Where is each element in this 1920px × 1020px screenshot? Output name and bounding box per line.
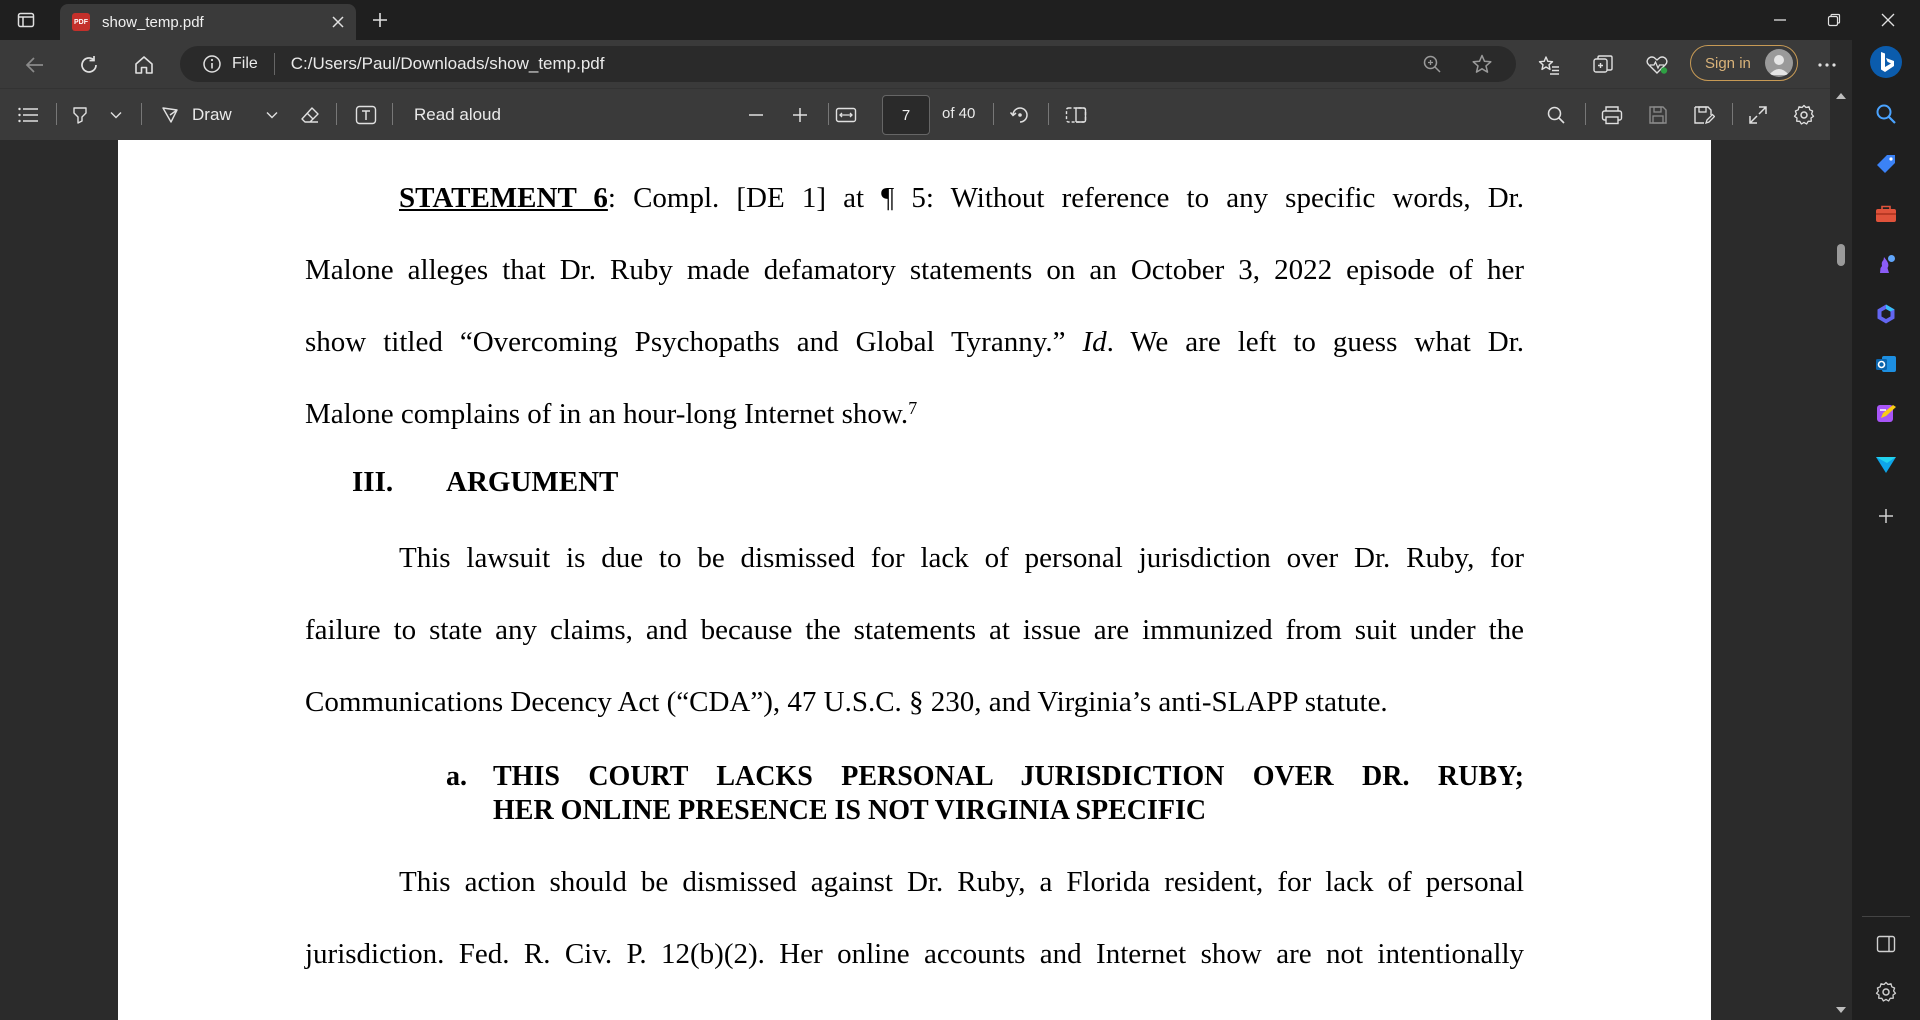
footnote-reference[interactable]: 7 (908, 398, 918, 418)
sidebar-divider (1862, 916, 1910, 917)
page-total-label: of 40 (942, 105, 976, 122)
para1-line1: : Compl. [DE 1] at ¶ 5: Without reference to any specific words, Dr. (607, 182, 1524, 214)
close-window-icon[interactable] (1860, 0, 1916, 40)
zoom-in-icon[interactable] (784, 99, 816, 131)
close-tab-icon[interactable] (324, 8, 352, 36)
toolbar-divider (1048, 103, 1049, 125)
pdf-page (118, 140, 1711, 1020)
toolbar-divider (392, 103, 393, 125)
scroll-up-arrow-icon[interactable] (1835, 92, 1847, 100)
browser-essentials-icon[interactable] (1640, 48, 1674, 82)
tab-actions-icon[interactable] (14, 8, 38, 32)
subsection-line1: THIS COURT LACKS PERSONAL JURISDICTION OVER DR. RUBY; (493, 761, 1524, 792)
minimize-icon[interactable] (1752, 0, 1808, 40)
bing-copilot-icon[interactable] (1868, 44, 1904, 80)
tab-title: show_temp.pdf (102, 13, 204, 31)
info-icon (202, 54, 222, 74)
sign-in-label: Sign in (1705, 54, 1751, 72)
fullscreen-icon[interactable] (1742, 99, 1774, 131)
toolbar-divider (336, 103, 337, 125)
save-as-icon[interactable] (1688, 99, 1720, 131)
address-field[interactable] (180, 46, 1516, 82)
draw-pen-icon (160, 105, 180, 125)
fit-to-width-icon[interactable] (830, 99, 862, 131)
scroll-down-arrow-icon[interactable] (1835, 1006, 1847, 1014)
zoom-icon[interactable] (1420, 52, 1444, 76)
toolbar-divider (56, 103, 57, 125)
section-number: III. (352, 466, 394, 498)
para2-line1: This lawsuit is due to be dismissed for lack of personal jurisdiction over Dr. Ruby, for (399, 542, 1524, 574)
toolbar-divider (1732, 103, 1733, 125)
designer-icon[interactable] (1868, 396, 1904, 432)
vertical-scrollbar[interactable] (1830, 88, 1852, 1020)
para2-line3: Communications Decency Act (“CDA”), 47 U.S.C. § 230, and Virginia’s anti-SLAPP statute. (305, 686, 1388, 718)
statement-label: STATEMENT 6 (399, 182, 608, 214)
argument-paragraph (305, 522, 1524, 738)
new-tab-icon[interactable] (366, 6, 394, 34)
edge-sidebar (1852, 40, 1920, 1020)
subsection-line2: HER ONLINE PRESENCE IS NOT VIRGINIA SPECIFIC (493, 795, 1207, 826)
pdf-file-icon: PDF (72, 13, 90, 31)
print-icon[interactable] (1596, 99, 1628, 131)
send-drop-icon[interactable] (1868, 446, 1904, 482)
shopping-tag-icon[interactable] (1868, 146, 1904, 182)
add-sidebar-app-icon[interactable] (1868, 498, 1904, 534)
home-icon[interactable] (127, 48, 161, 82)
collections-icon[interactable] (1586, 48, 1620, 82)
toolbar-divider (828, 103, 829, 125)
id-citation: Id (1082, 326, 1107, 358)
hide-sidebar-icon[interactable] (1868, 926, 1904, 962)
para3-line2: jurisdiction. Fed. R. Civ. P. 12(b)(2). Her online accounts and Internet show are not intentionally (305, 938, 1524, 970)
table-of-contents-icon[interactable] (12, 99, 44, 131)
para1-line3b: . We are left to guess what Dr. (1106, 326, 1525, 358)
scroll-thumb[interactable] (1837, 244, 1845, 266)
save-icon[interactable] (1642, 99, 1674, 131)
tools-briefcase-icon[interactable] (1868, 196, 1904, 232)
subsection-heading (493, 760, 1524, 828)
favorite-star-icon[interactable] (1470, 52, 1494, 76)
pdf-toolbar (0, 88, 1830, 140)
section-title: ARGUMENT (446, 466, 619, 498)
jurisdiction-paragraph (305, 846, 1524, 990)
highlight-icon[interactable] (66, 99, 94, 131)
add-text-icon[interactable] (352, 99, 380, 131)
statement-6-paragraph (305, 162, 1524, 450)
site-info-button[interactable] (180, 53, 275, 75)
read-aloud-button[interactable] (406, 99, 506, 131)
draw-options-chevron-icon[interactable] (260, 99, 284, 131)
para1-line3a: show titled “Overcoming Psychopaths and Global Tyranny.” (305, 326, 1066, 358)
microsoft-365-icon[interactable] (1868, 296, 1904, 332)
subsection-letter: a. (446, 761, 467, 792)
page-number-input[interactable] (882, 95, 930, 135)
find-search-icon[interactable] (1540, 99, 1572, 131)
sign-in-button[interactable] (1690, 45, 1798, 81)
erase-icon[interactable] (296, 99, 324, 131)
file-chip-label: File (232, 55, 258, 72)
read-aloud-label: Read aloud (414, 105, 501, 124)
para3-line1: This action should be dismissed against Dr. Ruby, a Florida resident, for lack of personal (399, 866, 1524, 898)
more-options-icon[interactable] (1810, 48, 1844, 82)
para2-line2: failure to state any claims, and because the statements at issue are immunized from suit under the (305, 614, 1524, 646)
back-icon[interactable] (18, 48, 52, 82)
pdf-settings-gear-icon[interactable] (1788, 99, 1820, 131)
restore-icon[interactable] (1806, 0, 1862, 40)
refresh-icon[interactable] (72, 48, 106, 82)
outlook-icon[interactable] (1868, 346, 1904, 382)
para1-line2: Malone alleges that Dr. Ruby made defamatory statements on an October 3, 2022 episode of her (305, 254, 1524, 286)
pdf-viewer-area[interactable] (0, 140, 1830, 1020)
url-text[interactable]: C:/Users/Paul/Downloads/show_temp.pdf (290, 54, 605, 73)
avatar (1765, 49, 1793, 77)
sidebar-settings-gear-icon[interactable] (1868, 974, 1904, 1010)
toolbar-divider (141, 103, 142, 125)
search-icon[interactable] (1868, 96, 1904, 132)
tab-show-temp[interactable] (60, 4, 356, 40)
draw-button[interactable] (160, 99, 256, 131)
draw-label: Draw (192, 105, 232, 124)
page-view-icon[interactable] (1060, 99, 1092, 131)
favorites-icon[interactable] (1532, 48, 1566, 82)
tab-bar (0, 0, 1920, 40)
rotate-icon[interactable] (1004, 99, 1036, 131)
toolbar-divider (993, 103, 994, 125)
toolbar-divider (1585, 103, 1586, 125)
para1-line4: Malone complains of in an hour-long Internet show. (305, 398, 909, 430)
highlight-options-chevron-icon[interactable] (104, 99, 128, 131)
address-bar-row (0, 40, 1830, 88)
games-icon[interactable] (1868, 246, 1904, 282)
zoom-out-icon[interactable] (740, 99, 772, 131)
